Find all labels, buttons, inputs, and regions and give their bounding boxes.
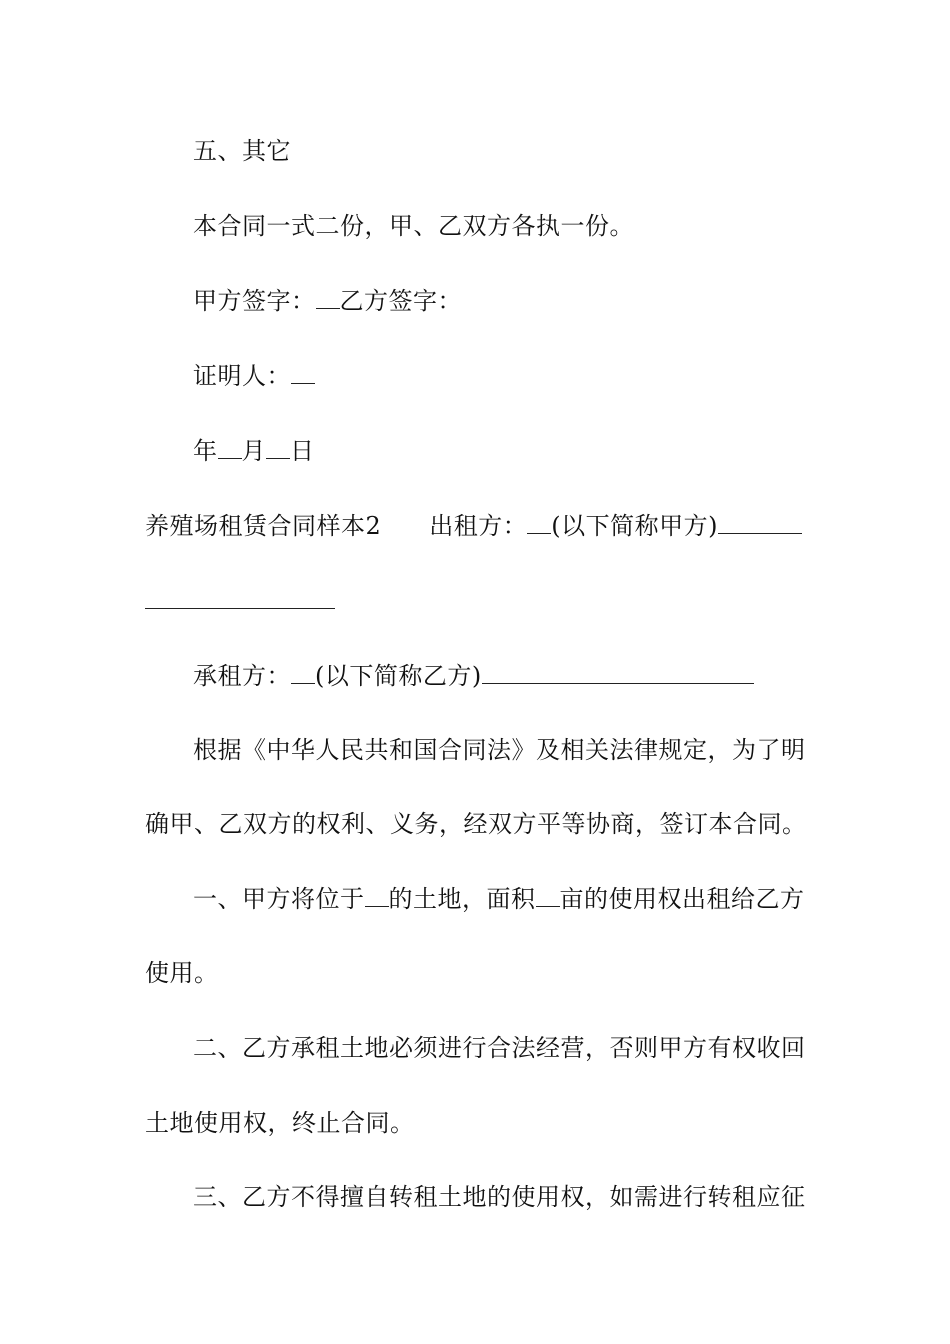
blank-field — [291, 363, 315, 384]
contract-title: 养殖场租赁合同样本2 — [145, 512, 382, 540]
text: 确甲、乙双方的权利、义务，经双方平等协商，签订本合同。 — [145, 810, 807, 838]
text: 月 — [241, 437, 266, 465]
section-heading-other — [193, 136, 291, 166]
text: 日 — [290, 437, 315, 465]
party-a-signature-label: 甲方签字： — [193, 287, 316, 315]
text: (以下简称乙方) — [315, 662, 482, 690]
clause-1-continued — [145, 958, 219, 988]
text: 一、甲方将位于 — [193, 885, 365, 913]
text: 土地使用权，终止合同。 — [145, 1109, 415, 1137]
lessee-label: 承租方： — [193, 662, 291, 690]
lessee-line — [193, 661, 754, 691]
blank-field — [218, 438, 242, 459]
blank-field — [266, 438, 290, 459]
witness-line — [193, 361, 315, 391]
blank-field — [527, 513, 551, 534]
text: 本合同一式二份，甲、乙双方各执一份。 — [193, 212, 634, 240]
contract-title-line — [145, 511, 802, 541]
text: 亩的使用权出租给乙方 — [559, 885, 805, 913]
paragraph-basis — [193, 735, 806, 765]
clause-2-continued — [145, 1108, 415, 1138]
text: 二、乙方承租土地必须进行合法经营，否则甲方有权收回 — [193, 1034, 806, 1062]
clause-1 — [193, 884, 805, 914]
text: 五、其它 — [193, 137, 291, 165]
text: 的土地，面积 — [388, 885, 536, 913]
blank-field — [145, 588, 335, 609]
blank-field — [482, 663, 754, 684]
blank-field — [291, 663, 315, 684]
text: 三、乙方不得擅自转租土地的使用权，如需进行转租应征 — [193, 1183, 806, 1211]
blank-field — [718, 513, 802, 534]
date-line — [193, 436, 315, 466]
blank-field — [365, 886, 389, 907]
signature-line — [193, 286, 462, 316]
lessor-label: 出租方： — [429, 512, 528, 540]
text: 使用。 — [145, 959, 219, 987]
clause-3 — [193, 1182, 806, 1212]
blank-field — [316, 288, 340, 309]
text: 年 — [193, 437, 218, 465]
witness-label: 证明人： — [193, 362, 291, 390]
party-b-signature-label: 乙方签字： — [339, 287, 462, 315]
blank-field — [536, 886, 560, 907]
text: 根据《中华人民共和国合同法》及相关法律规定，为了明 — [193, 736, 806, 764]
paragraph-basis-continued — [145, 809, 807, 839]
paragraph-copies — [193, 211, 634, 241]
clause-2 — [193, 1033, 806, 1063]
blank-continuation-line — [145, 586, 335, 616]
text: (以下简称甲方) — [551, 512, 719, 540]
